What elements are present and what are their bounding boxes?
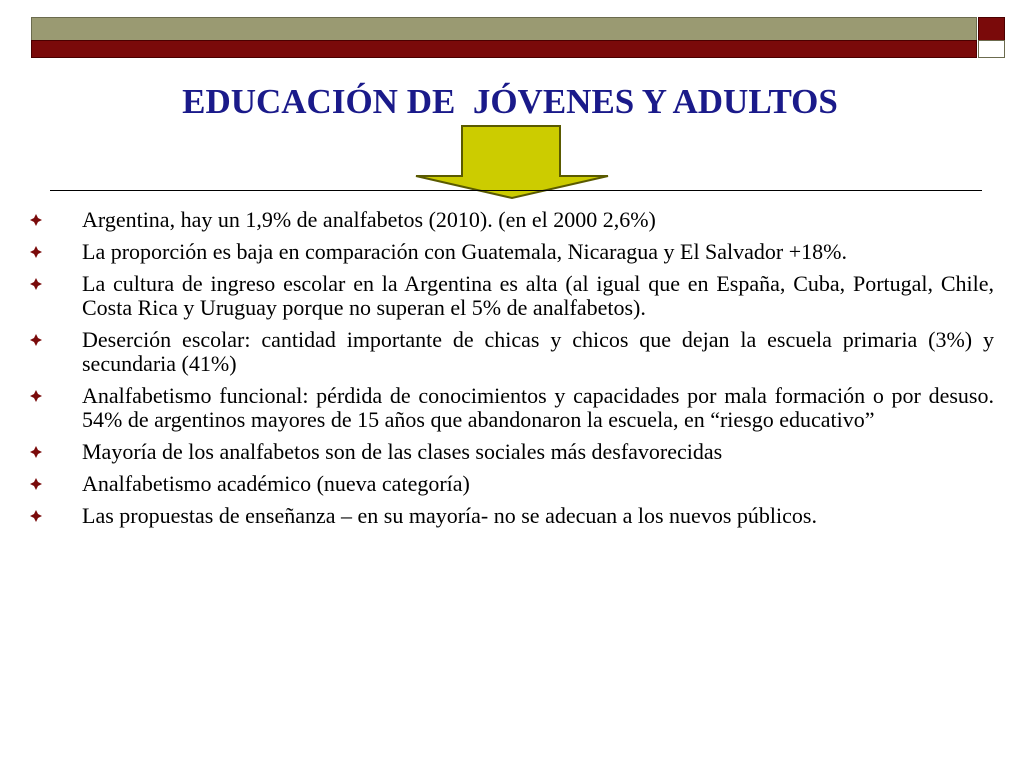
diamond-bullet-icon	[30, 478, 42, 490]
header-band-top	[31, 17, 977, 41]
list-item	[30, 472, 994, 496]
diamond-bullet-icon	[30, 390, 42, 402]
list-item	[30, 440, 994, 464]
diamond-bullet-icon	[30, 446, 42, 458]
diamond-bullet-icon	[30, 246, 42, 258]
bullet-list	[30, 208, 994, 536]
bullet-text: Argentina, hay un 1,9% de analfabetos (2010). (en el 2000 2,6%)	[82, 207, 656, 232]
bullet-text: Deserción escolar: cantidad importante de chicas y chicos que dejan la escuela primaria (3%) y secundaria (41%)	[82, 327, 994, 376]
list-item	[30, 504, 994, 528]
slide-title: EDUCACIÓN DE JÓVENES Y ADULTOS	[182, 82, 838, 121]
diamond-bullet-icon	[30, 510, 42, 522]
bullet-text: Las propuestas de enseñanza – en su mayoría- no se adecuan a los nuevos públicos.	[82, 503, 817, 528]
bullet-text: Mayoría de los analfabetos son de las clases sociales más desfavorecidas	[82, 439, 723, 464]
header-band-bottom	[31, 40, 977, 58]
list-item	[30, 328, 994, 376]
list-item	[30, 240, 994, 264]
list-item	[30, 384, 994, 432]
bullet-text: La proporción es baja en comparación con Guatemala, Nicaragua y El Salvador +18%.	[82, 239, 847, 264]
bullet-text: Analfabetismo académico (nueva categoría)	[82, 471, 470, 496]
corner-square-bottom	[978, 40, 1005, 58]
down-arrow-icon	[412, 124, 612, 200]
diamond-bullet-icon	[30, 278, 42, 290]
diamond-bullet-icon	[30, 334, 42, 346]
bullet-text: Analfabetismo funcional: pérdida de conocimientos y capacidades por mala formación o por desuso. 54% de argentinos mayores de 15 años que abandonaron la escuela, en “riesgo educativo”	[82, 383, 994, 432]
corner-square-top	[978, 17, 1005, 41]
title-divider	[50, 190, 982, 191]
list-item	[30, 208, 994, 232]
list-item	[30, 272, 994, 320]
diamond-bullet-icon	[30, 214, 42, 226]
bullet-text: La cultura de ingreso escolar en la Argentina es alta (al igual que en España, Cuba, Portugal, Chile, Costa Rica y Uruguay porque no superan el 5% de analfabetos).	[82, 271, 994, 320]
